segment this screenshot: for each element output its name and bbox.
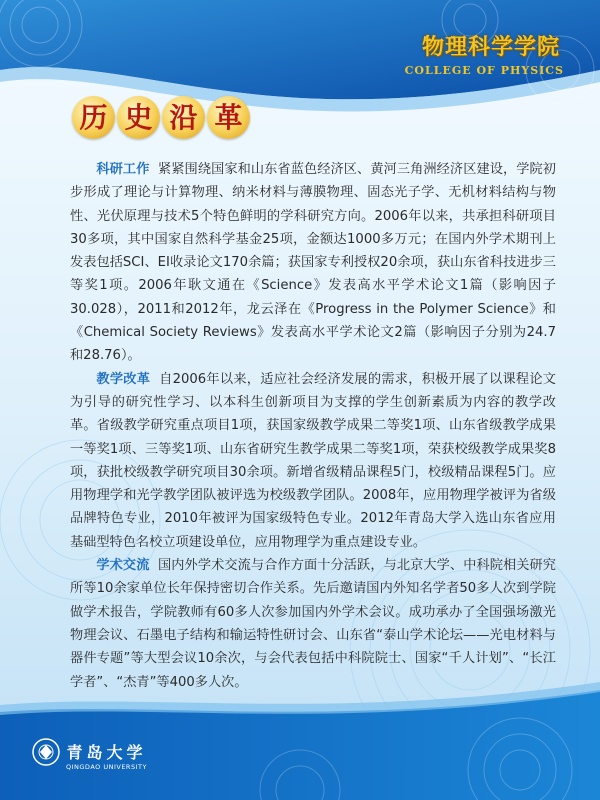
heading-char: 革 xyxy=(207,96,250,139)
paragraph-research xyxy=(70,158,556,368)
history-content xyxy=(70,158,556,694)
section-heading xyxy=(72,96,250,139)
heading-char: 历 xyxy=(72,96,115,139)
paragraph-text: 国内外学术交流与合作方面十分活跃，与北京大学、中科院相关研究所等10余家单位长年保持密切合作关系。先后邀请国内外知名学者50多人次到学院做学术报告，学院教师有60多人次参加国内外学术会议。成功承办了全国强场激光物理会议、石墨电子结构和输运特性研讨会、山东省“泰山学术论坛——光电材料与器件专题”等大型会议10余次，与会代表包括中科院院士、国家“千人计划”、“长江学者”、“杰青”等400多人次。 xyxy=(70,558,556,690)
heading-char: 史 xyxy=(117,96,160,139)
heading-char: 沿 xyxy=(162,96,205,139)
university-logo xyxy=(66,740,147,771)
paragraph-teaching xyxy=(70,368,556,554)
paragraph-label: 学术交流 xyxy=(96,558,150,574)
paragraph-label: 科研工作 xyxy=(96,162,150,177)
university-name-en: QINGDAO UNIVERSITY xyxy=(66,763,147,771)
college-name-en: COLLEGE OF PHYSICS xyxy=(404,64,564,77)
paragraph-label: 教学改革 xyxy=(96,371,151,387)
paragraph-exchange xyxy=(70,554,556,694)
college-name-cn: 物理科学学院 xyxy=(421,34,560,60)
university-name-cn: 青岛大学 xyxy=(66,743,147,762)
paragraph-text: 紧紧围绕国家和山东省蓝色经济区、黄河三角洲经济区建设，学院初步形成了理论与计算物理、纳米材料与薄膜物理、固态光子学、无机材料结构与物性、光伏原理与技术5个特色鲜明的学科研究方向。2006年以来，共承担科研项目30多项，其中国家自然科学基金25项，金额达1000多万元；在国内外学术期刊上发表包括SCI、EI收录论文170余篇；获国家专利授权20余项，获山东省科技进步三等奖1项。2006年耿文通在《Science》发表高水平学术论文1篇（影响因子30.028），2011和2012年，龙云泽在《Progress in the Polymer Science》和《Chemical Society Reviews》发表高水平学术论文2篇（影响因子分别为24.7和28.76）。 xyxy=(70,162,556,364)
paragraph-text: 自2006年以来，适应社会经济发展的需求，积极开展了以课程论文为引导的研究性学习、以本科生创新项目为支撑的学生创新素质为内容的教学改革。省级教学研究重点项目1项，获国家级教学成果二等奖1项、山东省级教学成果一等奖1项、三等奖1项、山东省研究生教学成果二等奖1项，荣获校级教学成果奖8项，获批校级教学研究项目30余项。新增省级精品课程5门，校级精品课程5门。应用物理学和光学教学团队被评选为校级教学团队。2008年，应用物理学被评为省级品牌特色专业，2010年被评为国家级特色专业。2012年青岛大学入选山东省应用基础型特色名校立项建设单位，应用物理学为重点建设专业。 xyxy=(70,371,556,550)
